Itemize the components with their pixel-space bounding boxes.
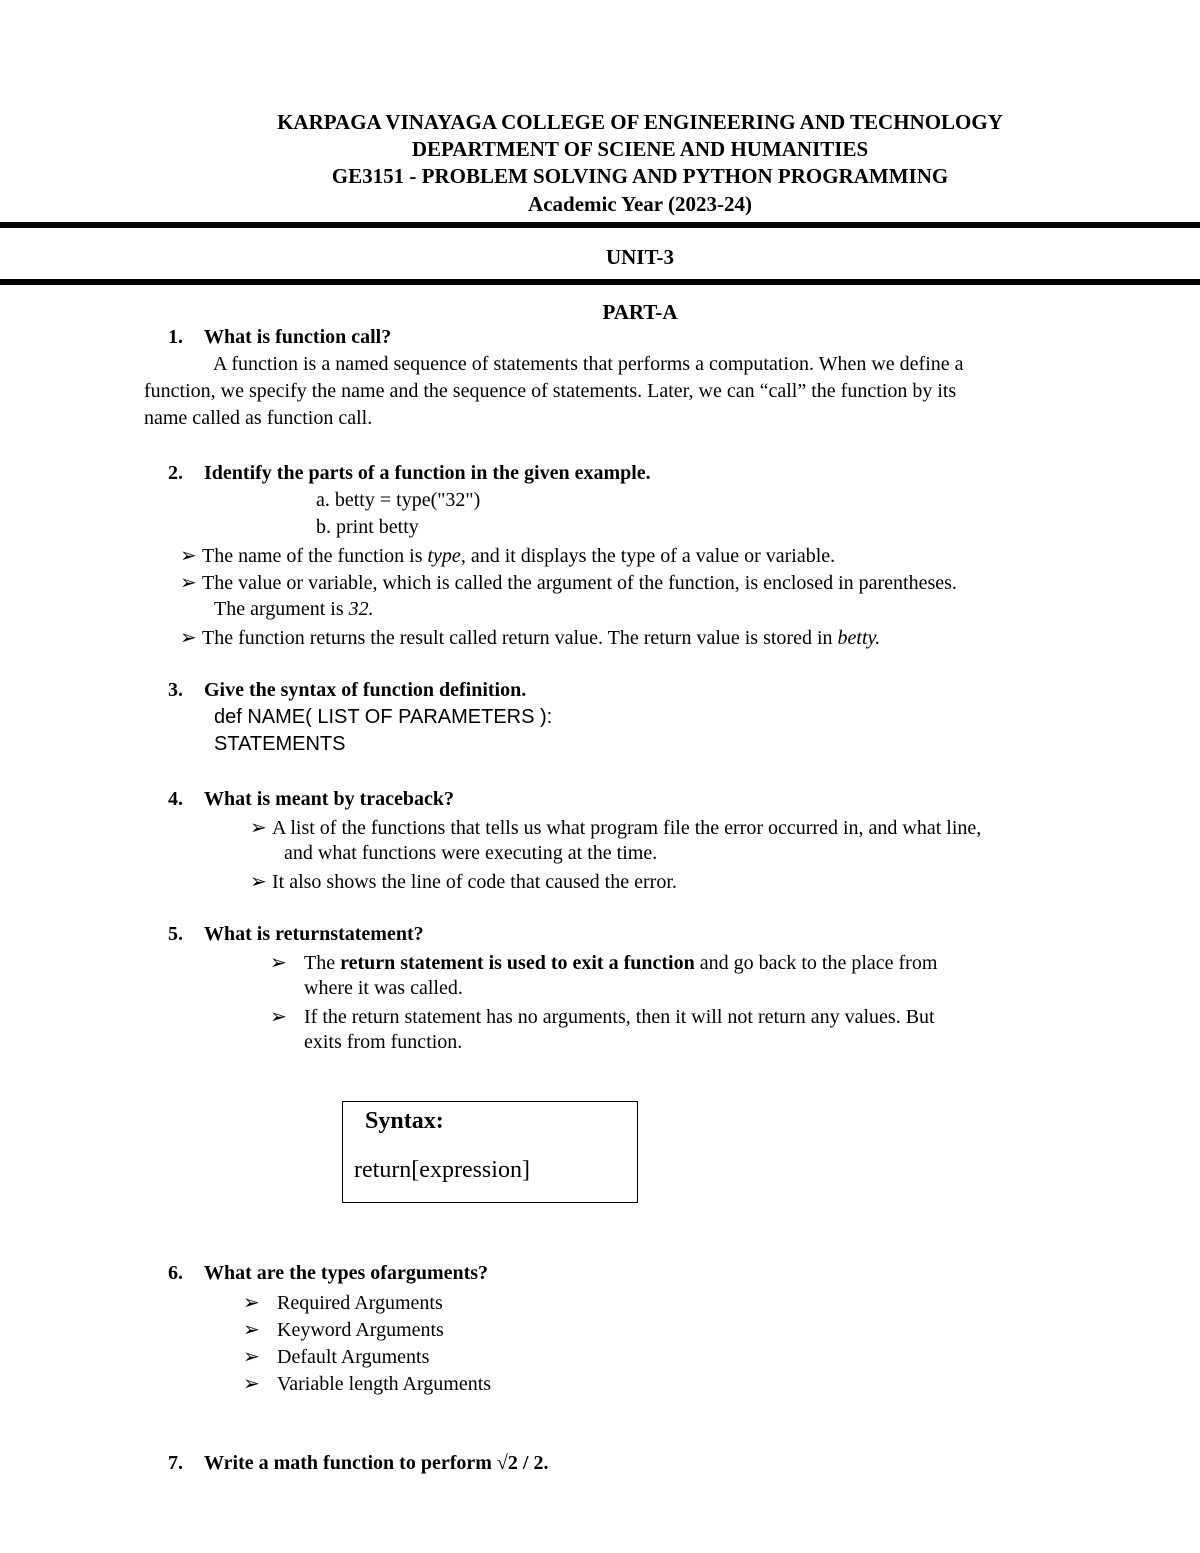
bullet-text: , and it displays the type of a value or variable. bbox=[460, 545, 836, 567]
syntax-box-code: return[expression] bbox=[354, 1157, 530, 1183]
unit-title: UNIT-3 bbox=[605, 245, 675, 269]
arrow-bullet-icon: ➢ bbox=[270, 1006, 287, 1028]
department-name: DEPARTMENT OF SCIENE AND HUMANITIES bbox=[411, 137, 869, 161]
list-item-text: Default Arguments bbox=[277, 1346, 430, 1368]
q6-item-1 bbox=[243, 1290, 443, 1315]
list-item-text: Required Arguments bbox=[277, 1292, 443, 1314]
bullet-text: The value or variable, which is called the argument of the function, is enclosed in parentheses. bbox=[202, 572, 957, 594]
arrow-bullet-icon: ➢ bbox=[180, 545, 197, 567]
syntax-box bbox=[342, 1101, 638, 1203]
bullet-text: It also shows the line of code that caused the error. bbox=[272, 871, 677, 893]
question-7 bbox=[168, 1452, 548, 1475]
arrow-bullet-icon: ➢ bbox=[270, 952, 287, 974]
bullet-emphasis: type bbox=[427, 545, 461, 567]
question-title: What are the types ofarguments? bbox=[204, 1262, 489, 1284]
question-3 bbox=[168, 679, 526, 702]
bullet-bold-text: return statement is used to exit a function bbox=[340, 952, 695, 974]
q1-answer-line-2: function, we specify the name and the sequence of statements. Later, we can “call” the function by its bbox=[144, 380, 957, 402]
question-number: 2. bbox=[168, 462, 183, 484]
q2-code-b: b. print betty bbox=[316, 516, 419, 538]
list-item-text: Variable length Arguments bbox=[277, 1373, 492, 1395]
q4-bullet-2 bbox=[250, 869, 677, 894]
arrow-bullet-icon: ➢ bbox=[250, 817, 267, 839]
question-number: 6. bbox=[168, 1262, 183, 1284]
arrow-bullet-icon: ➢ bbox=[243, 1373, 260, 1395]
q2-code-a: a. betty = type("32") bbox=[316, 489, 481, 511]
q6-item-4 bbox=[243, 1371, 491, 1396]
bullet-emphasis: betty. bbox=[837, 627, 881, 649]
bullet-text: The function returns the result called return value. The return value is stored in bbox=[202, 627, 838, 649]
question-title: What is function call? bbox=[204, 326, 392, 348]
question-1 bbox=[168, 326, 391, 349]
q6-item-2 bbox=[243, 1317, 444, 1342]
q1-answer-line-1: A function is a named sequence of statements that performs a computation. When we define a bbox=[213, 353, 964, 375]
bullet-text: and go back to the place from bbox=[694, 952, 938, 974]
q3-code-line-1: def NAME( LIST OF PARAMETERS ): bbox=[214, 706, 553, 728]
q5-bullet-1-line-2: where it was called. bbox=[304, 977, 463, 999]
syntax-box-title: Syntax: bbox=[365, 1108, 444, 1134]
arrow-bullet-icon: ➢ bbox=[180, 572, 197, 594]
bullet-text: The name of the function is bbox=[202, 545, 428, 567]
list-item-text: Keyword Arguments bbox=[277, 1319, 444, 1341]
q2-bullet-2 bbox=[180, 570, 957, 595]
question-number: 4. bbox=[168, 788, 183, 810]
question-number: 7. bbox=[168, 1452, 183, 1474]
arrow-bullet-icon: ➢ bbox=[243, 1346, 260, 1368]
question-6 bbox=[168, 1262, 488, 1285]
arrow-bullet-icon: ➢ bbox=[243, 1292, 260, 1314]
question-title: Write a math function to perform √2 / 2. bbox=[204, 1452, 549, 1474]
header-rule-top bbox=[0, 222, 1200, 228]
q5-bullet-2-line-2: exits from function. bbox=[304, 1031, 463, 1053]
question-title: Identify the parts of a function in the given example. bbox=[204, 462, 651, 484]
course-title: GE3151 - PROBLEM SOLVING AND PYTHON PROGRAMMING bbox=[331, 164, 949, 188]
part-title: PART-A bbox=[602, 300, 678, 324]
arrow-bullet-icon: ➢ bbox=[250, 871, 267, 893]
question-2 bbox=[168, 462, 651, 485]
q2-bullet-2-line-2 bbox=[214, 598, 374, 621]
q1-answer-line-3: name called as function call. bbox=[144, 407, 373, 429]
question-number: 1. bbox=[168, 326, 183, 348]
header-rule-bottom bbox=[0, 279, 1200, 285]
q6-item-3 bbox=[243, 1344, 429, 1369]
question-title: Give the syntax of function definition. bbox=[204, 679, 527, 701]
arrow-bullet-icon: ➢ bbox=[243, 1319, 260, 1341]
question-title: What is returnstatement? bbox=[204, 923, 424, 945]
question-5 bbox=[168, 923, 424, 946]
academic-year: Academic Year (2023-24) bbox=[528, 192, 752, 216]
q4-bullet-1-line-2: and what functions were executing at the time. bbox=[284, 842, 658, 864]
q2-bullet-1 bbox=[180, 543, 835, 568]
bullet-text: The bbox=[304, 952, 341, 974]
college-name: KARPAGA VINAYAGA COLLEGE OF ENGINEERING AND TECHNOLOGY bbox=[277, 110, 1003, 134]
bullet-text: A list of the functions that tells us what program file the error occurred in, and what line, bbox=[272, 817, 982, 839]
q4-bullet-1 bbox=[250, 815, 981, 840]
question-title: What is meant by traceback? bbox=[204, 788, 454, 810]
bullet-text: The argument is bbox=[214, 598, 349, 620]
bullet-emphasis: 32. bbox=[348, 598, 374, 620]
q2-bullet-3 bbox=[180, 625, 880, 650]
question-number: 3. bbox=[168, 679, 183, 701]
question-number: 5. bbox=[168, 923, 183, 945]
question-4 bbox=[168, 788, 454, 811]
q5-bullet-2 bbox=[270, 1004, 935, 1029]
q3-code-line-2: STATEMENTS bbox=[214, 733, 346, 755]
q5-bullet-1 bbox=[270, 950, 937, 975]
bullet-text: If the return statement has no arguments, then it will not return any values. But bbox=[304, 1006, 935, 1028]
arrow-bullet-icon: ➢ bbox=[180, 627, 197, 649]
